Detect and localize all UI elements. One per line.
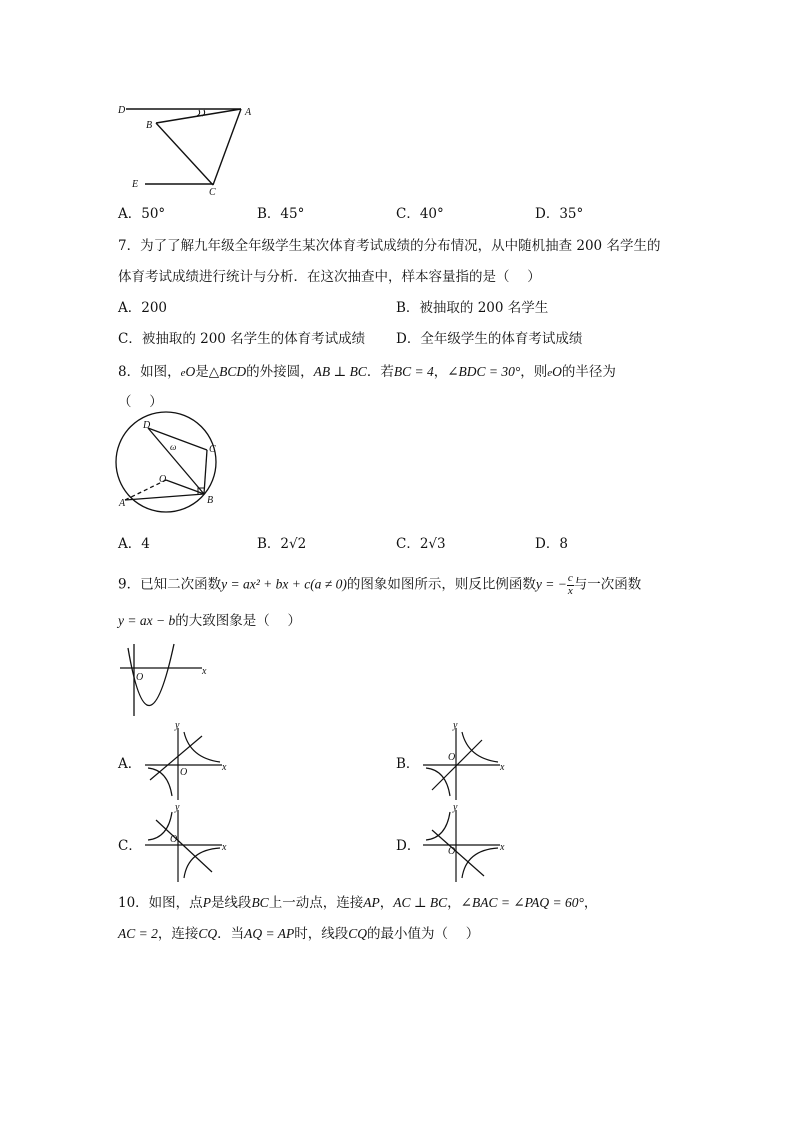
q9-graph-a-label-x: x bbox=[222, 762, 227, 773]
q9-graph-c-line bbox=[156, 820, 212, 872]
q9-graph-d-label-O: O bbox=[448, 846, 456, 857]
q9-graph-b[interactable] bbox=[418, 722, 508, 802]
q9-graph-b-label-y: y bbox=[453, 720, 458, 731]
q10-stem-line2: AC = 2，连接CQ．当AQ = AP时，线段CQ的最小值为（ ） bbox=[118, 926, 480, 942]
q7-stem-line2: 体育考试成绩进行统计与分析．在这次抽查中，样本容量指的是（ ） bbox=[118, 269, 541, 285]
q8-label-A: A bbox=[119, 498, 126, 509]
q9-option-b-letter[interactable]: B． bbox=[396, 756, 420, 772]
q9-graph-d-label-y: y bbox=[453, 802, 458, 813]
q9-label-x: x bbox=[202, 666, 207, 677]
q8-option-a[interactable]: A．4 bbox=[118, 536, 150, 552]
q6-label-C: C bbox=[209, 187, 216, 198]
q9-graph-a-label-y: y bbox=[175, 720, 180, 731]
q9-graph-c-label-O: O bbox=[170, 834, 178, 845]
q9-stem-line1: 9．已知二次函数y = ax² + bx + c(a ≠ 0)的图象如图所示，则反比例函数y = − $\frac{c}{x}$ 与一次函数 bbox=[118, 572, 642, 597]
q9-graph-c-label-y: y bbox=[175, 802, 180, 813]
q8-angle-mark: ω bbox=[170, 442, 177, 452]
q9-graph-d-label-x: x bbox=[500, 842, 505, 853]
q8-label-D: D bbox=[143, 420, 151, 431]
q7-option-c[interactable]: C．被抽取的 200 名学生的体育考试成绩 bbox=[118, 331, 366, 347]
q8-option-c[interactable]: C．2√3 bbox=[396, 536, 446, 552]
q6-option-b[interactable]: B．45° bbox=[257, 206, 305, 222]
q9-graph-d[interactable] bbox=[418, 802, 508, 886]
q9-graph-b-hyperbola-q3 bbox=[426, 768, 450, 796]
q10-stem-line1: 10．如图，点P是线段BC上一动点，连接AP，AC ⊥ BC，∠BAC = ∠PAQ = 60°， bbox=[118, 895, 598, 911]
q9-parabola-figure bbox=[118, 640, 218, 720]
q9-graph-b-hyperbola-q1 bbox=[462, 732, 498, 762]
q9-graph-c-label-x: x bbox=[222, 842, 227, 853]
q6-figure bbox=[115, 98, 255, 198]
q7-stem-line1: 7．为了了解九年级全年级学生某次体育考试成绩的分布情况，从中随机抽查 200 名学生的 bbox=[118, 238, 661, 254]
q6-label-B: B bbox=[146, 120, 153, 131]
q9-label-O: O bbox=[136, 672, 144, 683]
q9-parabola bbox=[128, 644, 174, 706]
q9-graph-c[interactable] bbox=[140, 802, 230, 886]
q8-option-b[interactable]: B．2√2 bbox=[257, 536, 307, 552]
q8-line-CB bbox=[204, 450, 207, 494]
q8-option-d[interactable]: D．8 bbox=[535, 536, 568, 552]
q8-stem-line2: （ ） bbox=[118, 394, 163, 410]
q6-line-BC bbox=[156, 123, 213, 185]
q7-option-a[interactable]: A．200 bbox=[118, 300, 168, 316]
q6-label-D: D bbox=[118, 105, 126, 116]
q9-option-d-letter[interactable]: D． bbox=[396, 838, 421, 854]
q6-option-a[interactable]: A．50° bbox=[118, 206, 166, 222]
q8-stem-line1: 8．如图，eO是△BCD的外接圆，AB ⊥ BC．若BC = 4，∠BDC = 30°，则eO的半径为 bbox=[118, 364, 616, 380]
q9-graph-d-line bbox=[432, 830, 484, 876]
q9-graph-b-label-x: x bbox=[500, 762, 505, 773]
q9-graph-a-label-O: O bbox=[180, 767, 188, 778]
q6-line-BA bbox=[156, 109, 241, 123]
q9-graph-b-label-O: O bbox=[448, 752, 456, 763]
q8-figure bbox=[115, 418, 225, 528]
q9-option-c-letter[interactable]: C． bbox=[118, 838, 142, 854]
q9-graph-a[interactable] bbox=[140, 722, 230, 802]
q6-label-A: A bbox=[245, 107, 252, 118]
q7-option-b[interactable]: B．被抽取的 200 名学生 bbox=[396, 300, 549, 316]
q9-graph-c-hyperbola-q2 bbox=[148, 812, 172, 840]
q6-line-AC bbox=[213, 109, 241, 185]
q9-fraction: $\frac{c}{x}$ bbox=[567, 572, 573, 597]
q8-label-B: B bbox=[207, 495, 214, 506]
q9-graph-d-hyperbola-q4 bbox=[462, 848, 498, 878]
q8-label-C: C bbox=[209, 444, 216, 455]
q6-option-c[interactable]: C．40° bbox=[396, 206, 444, 222]
q7-option-d[interactable]: D．全年级学生的体育考试成绩 bbox=[396, 331, 583, 347]
q8-label-O: O bbox=[159, 474, 167, 485]
q8-line-AB bbox=[125, 494, 204, 500]
q9-graph-a-line bbox=[150, 736, 202, 780]
q9-option-a-letter[interactable]: A． bbox=[118, 756, 142, 772]
q6-label-E: E bbox=[132, 179, 139, 190]
q9-stem-line2: y = ax − b的大致图象是（ ） bbox=[118, 613, 302, 629]
q6-option-d[interactable]: D．35° bbox=[535, 206, 584, 222]
